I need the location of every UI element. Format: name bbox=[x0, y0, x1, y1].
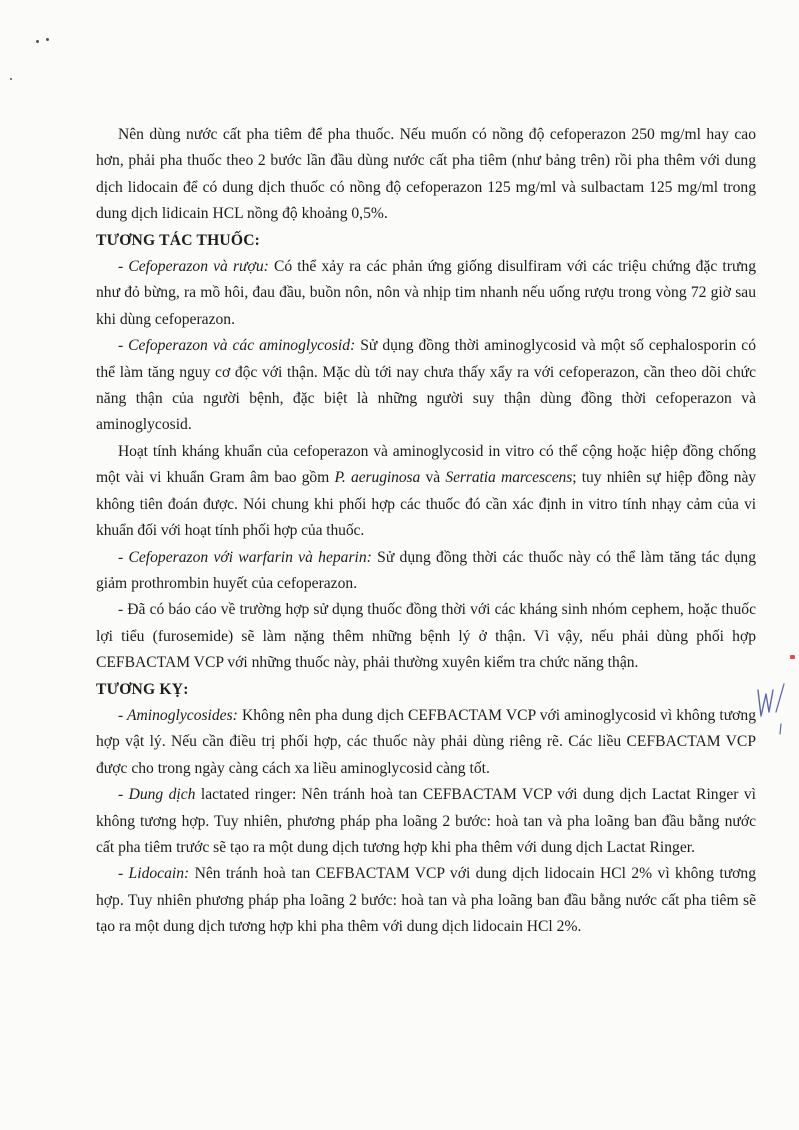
item-text: Sử dụng đồng thời các thuốc này có thể làm tăng tác dụng giảm prothrombin huyết của cefoperazon. bbox=[96, 548, 756, 592]
item-label: - Cefoperazon và các aminoglycosid: bbox=[118, 337, 356, 355]
interaction-cephem: - Đã có báo cáo về trường hợp sử dụng thuốc đồng thời với các kháng sinh nhóm cephem, hoặc thuốc lợi tiểu (furosemide) sẽ làm nặng thêm những bệnh lý ở thận. Vì vậy, nếu phải dùng phối hợp CEFBACTAM VCP với những thuốc này, phải thường xuyên kiểm tra chức năng thận. bbox=[96, 601, 756, 672]
interaction-in-vitro bbox=[96, 439, 756, 545]
intro-paragraph: Nên dùng nước cất pha tiêm để pha thuốc. Nếu muốn có nồng độ cefoperazon 250 mg/ml hay cao hơn, phải pha thuốc theo 2 bước lần đầu dùng nước cất pha tiêm (như bảng trên) rồi pha thêm với dung dịch lidocain để có dung dịch thuốc có nồng độ cefoperazon 125 mg/ml và sulbactam 125 mg/ml trong dung dịch lidicain HCL nồng độ khoảng 0,5%. bbox=[96, 126, 756, 223]
item-text: Nên tránh hoà tan CEFBACTAM VCP với dung dịch lidocain HCl 2% vì không tương hợp. Tuy nhiên phương pháp pha loãng 2 bước: hoà tan và pha loãng ban đầu bằng nước cất pha tiêm sẽ tạo ra một dung dịch tương hợp khi pha thêm với dung dịch lidocain HCl 2%. bbox=[96, 865, 756, 936]
red-margin-mark bbox=[790, 655, 795, 659]
item-text: Nên tránh hoà tan CEFBACTAM VCP với dung dịch Lactat Ringer vì không tương hợp. Tuy nhiên, phương pháp pha loãng 2 bước: hoà tan và pha loãng ban đầu bằng nước cất pha tiêm trước sẽ tạo ra một dung dịch tương hợp khi pha thêm với dung dịch Lactat Ringer. bbox=[96, 786, 756, 856]
interaction-alcohol bbox=[96, 254, 756, 333]
interaction-warfarin bbox=[96, 545, 756, 598]
section-heading-interactions: TƯƠNG TÁC THUỐC: bbox=[96, 231, 261, 249]
item-text: Sử dụng đồng thời aminoglycosid và một số cephalosporin có thể làm tăng nguy cơ độc với thận. Mặc dù tới nay chưa thấy xẩy ra với cefoperazon, cần theo dõi chức năng thận của người bệnh, đặc biệt là những người suy thận dùng đồng thời cefoperazon và aminoglycosid. bbox=[96, 337, 756, 434]
item-label: - Cefoperazon và rượu: bbox=[118, 258, 269, 276]
scan-speck bbox=[36, 40, 39, 43]
incompat-lidocain bbox=[96, 861, 756, 940]
section-heading-incompatibilities: TƯƠNG KỴ: bbox=[96, 680, 189, 698]
incompat-aminoglycosides bbox=[96, 703, 756, 782]
item-label: - Lidocain: bbox=[118, 865, 190, 883]
incompat-lactated-ringer bbox=[96, 782, 756, 861]
item-text: Hoạt tính kháng khuẩn của cefoperazon và aminoglycosid in vitro có thể cộng hoặc hiệp đồng chống một vài vi khuẩn Gram âm bao gồm bbox=[96, 442, 756, 487]
scan-speck bbox=[46, 38, 49, 41]
item-label: - Dung dịch bbox=[118, 786, 196, 804]
handwritten-initials bbox=[752, 676, 792, 736]
organism-name: Serratia marcescens bbox=[445, 469, 573, 487]
document-body bbox=[96, 122, 756, 941]
organism-name: P. aeruginosa bbox=[334, 469, 421, 487]
item-text: và bbox=[420, 469, 446, 487]
scan-speck bbox=[10, 78, 12, 80]
item-label-suffix: lactated ringer: bbox=[195, 786, 297, 804]
item-text: Không nên pha dung dịch CEFBACTAM VCP với aminoglycosid vì không tương hợp vật lý. Nếu cần điều trị phối hợp, các thuốc này phải dùng riêng rẽ. Các liều CEFBACTAM VCP được cho trong ngày càng cách xa liều aminoglycosid càng tốt. bbox=[96, 706, 757, 777]
item-label: - Aminoglycosides: bbox=[118, 706, 238, 724]
item-text: Có thể xảy ra các phản ứng giống disulfiram với các triệu chứng đặc trưng như đỏ bừng, ra mồ hôi, đau đầu, buồn nôn, nôn và nhịp tim nhanh nếu uống rượu trong vòng 72 giờ sau khi dùng cefoperazon. bbox=[96, 258, 756, 328]
item-text: ; tuy nhiên sự hiệp đồng này không tiên đoán được. Nói chung khi phối hợp các thuốc đó cần xác định in vitro tính nhạy cảm của vi khuẩn đối với hoạt tính phối hợp của thuốc. bbox=[96, 469, 756, 540]
item-label: - Cefoperazon với warfarin và heparin: bbox=[118, 548, 372, 566]
interaction-aminoglycosid bbox=[96, 333, 756, 439]
